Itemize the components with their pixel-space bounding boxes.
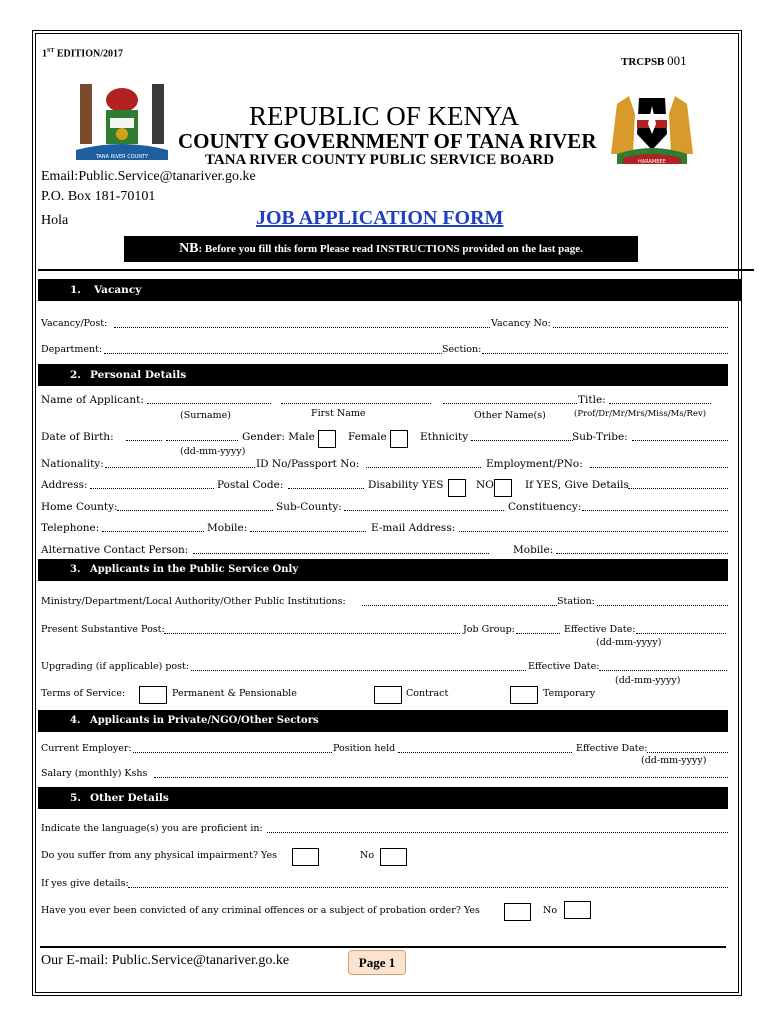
id-passport-label: ID No/Passport No: <box>256 458 360 470</box>
alt-mobile-field[interactable] <box>556 553 728 554</box>
surname-hint: (Surname) <box>180 410 231 421</box>
first-name-field[interactable] <box>281 403 431 404</box>
section-private-header: 4. Applicants in Private/NGO/Other Sectors <box>38 710 728 732</box>
salary-label: Salary (monthly) Kshs <box>41 768 148 779</box>
constituency-field[interactable] <box>582 510 728 511</box>
ministry-field[interactable] <box>362 605 557 606</box>
permanent-label: Permanent & Pensionable <box>172 688 297 699</box>
subtribe-label: Sub-Tribe: <box>572 431 628 443</box>
address-field[interactable] <box>90 488 214 489</box>
permanent-checkbox[interactable] <box>139 686 167 704</box>
effective-date-hint: (dd-mm-yyyy) <box>596 637 662 648</box>
gender-female-checkbox[interactable] <box>390 430 408 448</box>
edition-label: 1ST EDITION/2017 <box>42 48 123 60</box>
languages-field[interactable] <box>267 832 728 833</box>
other-names-field[interactable] <box>443 403 577 404</box>
form-code: TRCPSB 001 <box>621 53 687 68</box>
contact-email: Email:Public.Service@tanariver.go.ke <box>41 169 256 184</box>
footer-divider <box>40 946 726 948</box>
female-label: Female <box>348 431 387 443</box>
footer-email: Our E-mail: Public.Service@tanariver.go.ke <box>41 953 290 968</box>
present-post-label: Present Substantive Post: <box>41 624 165 635</box>
alt-mobile-label: Mobile: <box>513 544 554 556</box>
email-address-field[interactable] <box>459 531 728 532</box>
temporary-checkbox[interactable] <box>510 686 538 704</box>
department-label: Department: <box>41 344 103 355</box>
vacancy-no-field[interactable] <box>553 327 728 328</box>
disability-details-label: If YES, Give Details <box>525 479 629 491</box>
convicted-no-checkbox[interactable] <box>564 901 591 919</box>
dob-field-a[interactable] <box>126 440 162 441</box>
mobile-label: Mobile: <box>207 522 248 534</box>
section-field[interactable] <box>482 353 728 354</box>
county-name: COUNTY GOVERNMENT OF TANA RIVER <box>178 129 597 153</box>
station-field[interactable] <box>597 605 728 606</box>
disability-no-checkbox[interactable] <box>494 479 512 497</box>
postal-code-field[interactable] <box>288 488 364 489</box>
contact-box: P.O. Box 181-70101 <box>41 189 156 204</box>
upgrading-date-hint: (dd-mm-yyyy) <box>615 675 681 686</box>
impairment-details-field[interactable] <box>128 887 728 888</box>
vacancy-post-label: Vacancy/Post: <box>41 318 108 329</box>
gender-male-checkbox[interactable] <box>318 430 336 448</box>
county-logo-text: TANA RIVER COUNTY <box>95 154 149 160</box>
department-field[interactable] <box>104 353 442 354</box>
private-date-field[interactable] <box>647 752 728 753</box>
languages-label: Indicate the language(s) you are proficient in: <box>41 823 263 834</box>
ethnicity-field[interactable] <box>471 440 573 441</box>
disability-no-label: NO <box>476 479 494 491</box>
upgrading-field[interactable] <box>191 670 526 671</box>
vacancy-no-label: Vacancy No: <box>491 318 551 329</box>
private-date-hint: (dd-mm-yyyy) <box>641 755 707 766</box>
ministry-label: Ministry/Department/Local Authority/Other Public Institutions: <box>41 596 346 607</box>
section-personal-header: 2. Personal Details <box>38 364 728 386</box>
station-label: Station: <box>557 596 595 607</box>
postal-code-label: Postal Code: <box>217 479 284 491</box>
effective-date-field[interactable] <box>636 633 726 634</box>
upgrading-date-field[interactable] <box>599 670 727 671</box>
applicant-name-label: Name of Applicant: <box>41 394 144 406</box>
section-vacancy-header: 1. Vacancy <box>38 279 742 301</box>
impairment-details-label: If yes give details: <box>41 878 129 889</box>
section-label: Section: <box>442 344 482 355</box>
first-name-hint: First Name <box>311 408 366 419</box>
impairment-label: Do you suffer from any physical impairment? Yes <box>41 850 277 861</box>
vacancy-post-field[interactable] <box>114 327 490 328</box>
impairment-no-checkbox[interactable] <box>380 848 407 866</box>
home-county-label: Home County: <box>41 501 118 513</box>
mobile-field[interactable] <box>250 531 366 532</box>
form-title: JOB APPLICATION FORM <box>256 207 504 229</box>
header-divider <box>38 269 754 271</box>
convicted-label: Have you ever been convicted of any criminal offences or a subject of probation order? Yes <box>41 905 480 916</box>
nb-banner: NB: Before you fill this form Please read INSTRUCTIONS provided on the last page. <box>124 236 638 262</box>
contract-checkbox[interactable] <box>374 686 402 704</box>
dob-field-b[interactable] <box>166 440 238 441</box>
effective-date-label: Effective Date: <box>564 624 636 635</box>
gender-label: Gender: Male <box>242 431 315 443</box>
board-name: TANA RIVER COUNTY PUBLIC SERVICE BOARD <box>205 152 555 168</box>
title-field[interactable] <box>609 403 711 404</box>
employer-field[interactable] <box>133 752 332 753</box>
employment-label: Employment/PNo: <box>486 458 583 470</box>
contact-town: Hola <box>41 213 69 228</box>
disability-details-field[interactable] <box>628 488 728 489</box>
employer-label: Current Employer: <box>41 743 132 754</box>
employment-field[interactable] <box>590 467 728 468</box>
disability-yes-label: Disability YES <box>368 479 444 491</box>
upgrading-label: Upgrading (if applicable) post: <box>41 661 190 672</box>
impairment-yes-checkbox[interactable] <box>292 848 319 866</box>
nationality-field[interactable] <box>105 467 255 468</box>
other-names-hint: Other Name(s) <box>474 410 546 421</box>
dob-label: Date of Birth: <box>41 431 114 443</box>
telephone-field[interactable] <box>102 531 204 532</box>
home-county-field[interactable] <box>117 510 273 511</box>
alt-contact-field[interactable] <box>193 553 489 554</box>
alt-contact-label: Alternative Contact Person: <box>41 544 189 556</box>
terms-label: Terms of Service: <box>41 688 126 699</box>
section-other-header: 5. Other Details <box>38 787 728 809</box>
job-group-field[interactable] <box>516 633 560 634</box>
subtribe-field[interactable] <box>632 440 728 441</box>
nationality-label: Nationality: <box>41 458 104 470</box>
section-public-service-header: 3. Applicants in the Public Service Only <box>38 559 728 581</box>
surname-field[interactable] <box>147 403 271 404</box>
sub-county-field[interactable] <box>344 510 504 511</box>
ethnicity-label: Ethnicity <box>420 431 469 443</box>
disability-yes-checkbox[interactable] <box>448 479 466 497</box>
upgrading-date-label: Effective Date: <box>528 661 600 672</box>
id-passport-field[interactable] <box>366 467 481 468</box>
convicted-yes-checkbox[interactable] <box>504 903 531 921</box>
page-number-badge: Page 1 <box>348 950 406 975</box>
job-group-label: Job Group: <box>463 624 515 635</box>
email-address-label: E-mail Address: <box>371 522 456 534</box>
address-label: Address: <box>41 479 88 491</box>
telephone-label: Telephone: <box>41 522 100 534</box>
coat-of-arms-text: HARAMBEE <box>638 159 666 165</box>
dob-format-hint: (dd-mm-yyyy) <box>180 446 246 457</box>
title-options-hint: (Prof/Dr/Mr/Mrs/Miss/Ms/Rev) <box>574 409 707 419</box>
page-title: REPUBLIC OF KENYA <box>248 101 520 131</box>
position-label: Position held <box>333 743 396 754</box>
sub-county-label: Sub-County: <box>276 501 342 513</box>
position-field[interactable] <box>398 752 572 753</box>
contract-label: Contract <box>406 688 449 699</box>
impairment-no-label: No <box>360 850 375 861</box>
private-date-label: Effective Date: <box>576 743 648 754</box>
title-label: Title: <box>578 394 606 406</box>
present-post-field[interactable] <box>164 633 460 634</box>
temporary-label: Temporary <box>543 688 596 699</box>
constituency-label: Constituency: <box>508 501 582 513</box>
convicted-no-label: No <box>543 905 558 916</box>
salary-field[interactable] <box>154 777 728 778</box>
